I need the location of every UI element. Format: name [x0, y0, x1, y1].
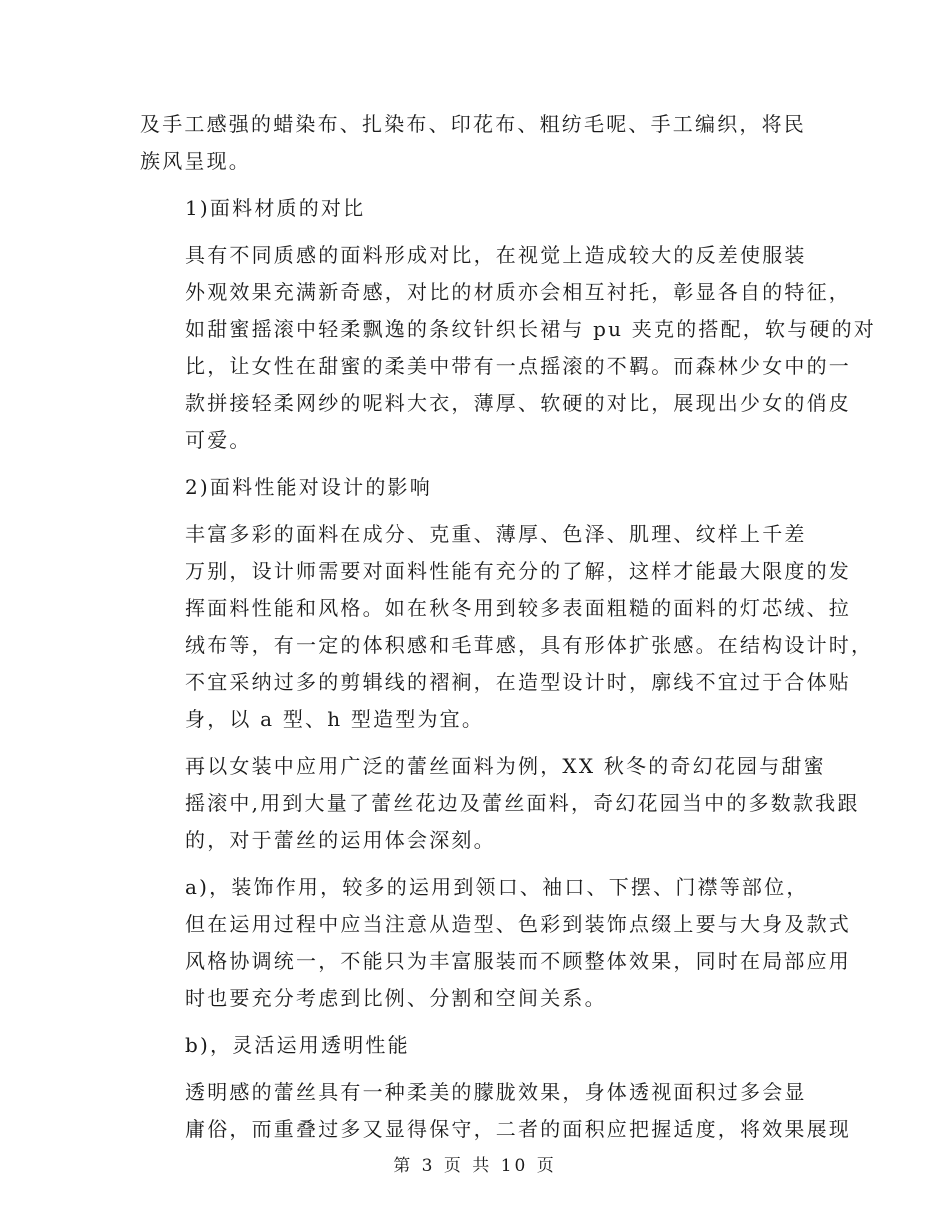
text-line: 具有不同质感的面料形成对比，在视觉上造成较大的反差使服装 — [185, 243, 807, 267]
text-line: 不宜采纳过多的剪辑线的褶裥，在造型设计时，廓线不宜过于合体贴 — [185, 670, 851, 694]
text-line: 摇滚中,用到大量了蕾丝花边及蕾丝面料，奇幻花园当中的多数款我跟 — [185, 791, 860, 815]
text-line: 透明感的蕾丝具有一种柔美的朦胧效果，身体透视面积过多会显 — [185, 1080, 807, 1104]
paragraph — [140, 1074, 851, 1148]
text-line: 庸俗，而重叠过多又显得保守，二者的面积应把握适度，将效果展现 — [185, 1117, 851, 1141]
text-line: 再以女装中应用广泛的蕾丝面料为例，XX 秋冬的奇幻花园与甜蜜 — [185, 754, 826, 778]
text-line: 风格协调统一，不能只为丰富服装而不顾整体效果，同时在局部应用 — [185, 949, 851, 973]
text-line: 可爱。 — [185, 428, 252, 452]
paragraph — [140, 190, 806, 227]
text-line: 比，让女性在甜蜜的柔美中带有一点摇滚的不羁。而森林少女中的一 — [185, 354, 851, 378]
text-line: 万别，设计师需要对面料性能有充分的了解，这样才能最大限度的发 — [185, 559, 851, 583]
text-line: 的，对于蕾丝的运用体会深刻。 — [185, 828, 496, 852]
paragraph — [140, 237, 876, 459]
paragraph — [140, 869, 851, 1017]
text-line: 及手工感强的蜡染布、扎染布、印花布、粗纺毛呢、手工编织，将民 — [140, 112, 806, 136]
text-line: b)，灵活运用透明性能 — [185, 1033, 410, 1057]
page-footer: 第 3 页 共 10 页 — [393, 1156, 557, 1176]
text-line: 身，以 a 型、h 型造型为宜。 — [185, 707, 485, 731]
paragraph — [140, 516, 874, 738]
text-line: 但在运用过程中应当注意从造型、色彩到装饰点缀上要与大身及款式 — [185, 912, 851, 936]
document-body — [140, 106, 876, 1158]
paragraph — [140, 748, 860, 859]
paragraph — [140, 106, 806, 180]
text-line: 绒布等，有一定的体积感和毛茸感，具有形体扩张感。在结构设计时， — [185, 633, 874, 657]
text-line: 如甜蜜摇滚中轻柔飘逸的条纹针织长裙与 pu 夹克的搭配，软与硬的对 — [185, 317, 876, 341]
text-line: 丰富多彩的面料在成分、克重、薄厚、色泽、肌理、纹样上千差 — [185, 522, 807, 546]
paragraph — [140, 1027, 806, 1064]
text-line: 2)面料性能对设计的影响 — [185, 475, 432, 499]
text-line: 外观效果充满新奇感，对比的材质亦会相互衬托，彰显各自的特征， — [185, 280, 851, 304]
text-line: 时也要充分考虑到比例、分割和空间关系。 — [185, 986, 607, 1010]
text-line: 族风呈现。 — [140, 149, 251, 173]
paragraph — [140, 469, 806, 506]
text-line: a)，装饰作用，较多的运用到领口、袖口、下摆、门襟等部位， — [185, 875, 809, 899]
text-line: 款拼接轻柔网纱的呢料大衣，薄厚、软硬的对比，展现出少女的俏皮 — [185, 391, 851, 415]
text-line: 挥面料性能和风格。如在秋冬用到较多表面粗糙的面料的灯芯绒、拉 — [185, 596, 851, 620]
text-line: 1)面料材质的对比 — [185, 196, 366, 220]
